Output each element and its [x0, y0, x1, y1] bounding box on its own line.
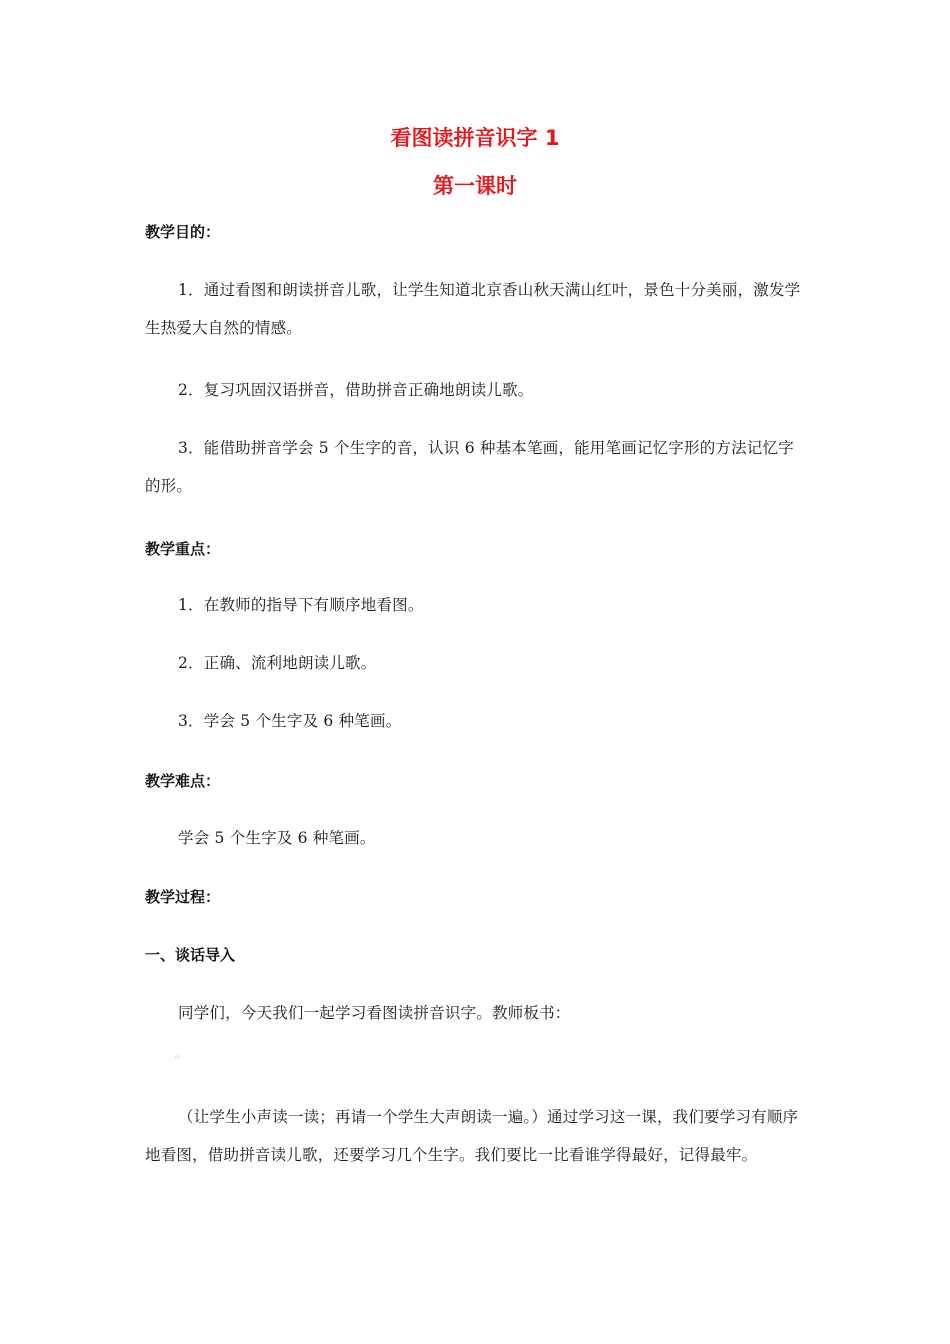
key-point-item-1: 1．在教师的指导下有顺序地看图。 [178, 596, 424, 614]
difficulties-heading: 教学难点： [145, 772, 221, 790]
step1-text: 同学们，今天我们一起学习看图读拼音识字。教师板书： [178, 1004, 571, 1022]
objectives-heading: 教学目的： [145, 223, 221, 241]
difficulties-text: 学会 5 个生字及 6 种笔画。 [178, 829, 376, 847]
key-point-item-3: 3．学会 5 个生字及 6 种笔画。 [178, 712, 402, 730]
key-points-heading: 教学重点： [145, 540, 221, 558]
step1-heading: 一、谈话导入 [145, 946, 236, 964]
document-subtitle: 第一课时 [433, 174, 517, 198]
objective-item-1: 1．通过看图和朗读拼音儿歌，让学生知道北京香山秋天满山红叶，景色十分美丽，激发学生热爱大自然的情感。 [145, 281, 801, 337]
document-title: 看图读拼音识字 1 [390, 126, 560, 150]
key-point-item-2: 2．正确、流利地朗读儿歌。 [178, 654, 377, 672]
objective-item-3: 3．能借助拼音学会 5 个生字的音，认识 6 种基本笔画，能用笔画记忆字形的方法记忆字的形。 [145, 439, 794, 495]
blackboard-note: ((( [175, 1054, 180, 1059]
objective-item-2: 2．复习巩固汉语拼音，借助拼音正确地朗读儿歌。 [178, 381, 534, 399]
step1-followup: （让学生小声读一读；再请一个学生大声朗读一遍。）通过学习这一课，我们要学习有顺序地看图，借助拼音读儿歌，还要学习几个生字。我们要比一比看谁学得最好，记得最牢。 [145, 1108, 799, 1164]
process-heading: 教学过程： [145, 888, 221, 906]
